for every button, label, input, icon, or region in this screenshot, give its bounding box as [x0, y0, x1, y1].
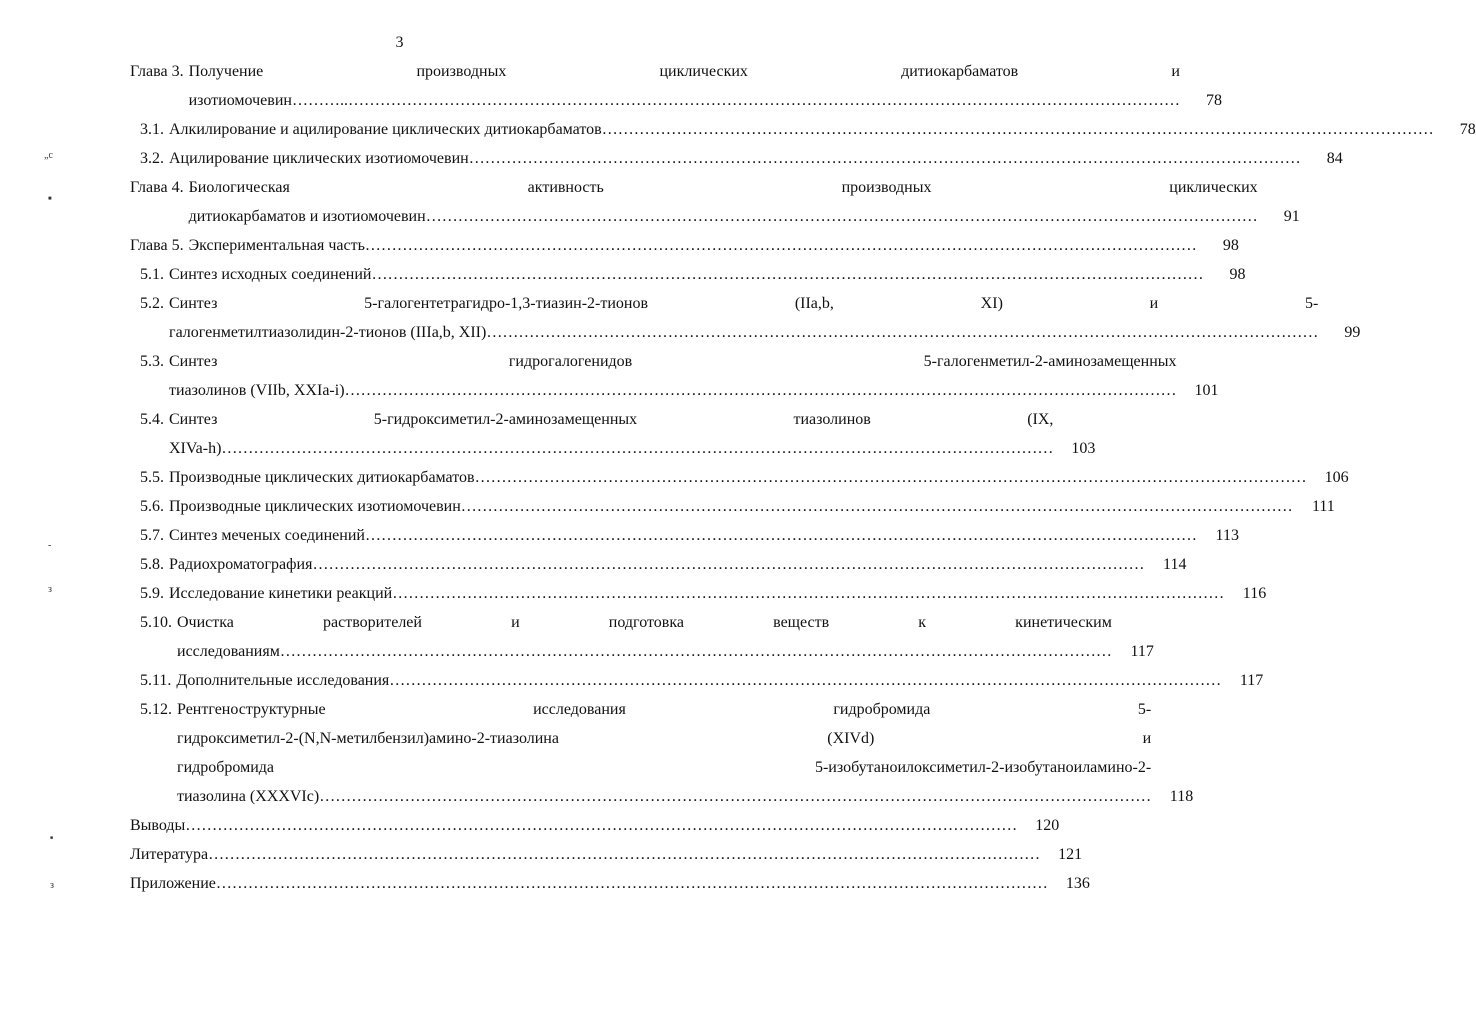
- toc-entry: [130, 62, 1222, 111]
- toc-entry-page: 114: [1163, 556, 1187, 573]
- toc-entry-number: 5.7.: [140, 527, 164, 544]
- toc-entry-page: 116: [1242, 585, 1267, 602]
- dot-leader: [371, 265, 1203, 285]
- toc-entry-line: гидробромида 5-изобутаноилоксиметил-2-изобутаноиламино-2-: [177, 759, 1152, 776]
- toc-entry-number: 5.11.: [140, 672, 172, 689]
- toc-entry: [140, 149, 1343, 169]
- toc-entry: [130, 816, 1060, 836]
- toc-entry: [140, 468, 1349, 488]
- toc-entry-title: Выводы: [130, 817, 186, 834]
- toc-entry-title: изотиомочевин………..: [188, 92, 348, 109]
- toc-entry: [140, 497, 1335, 517]
- toc-entry-number: 3.1.: [140, 121, 164, 138]
- toc-entry-line: Получение производных циклических дитиокарбаматов и: [188, 63, 1180, 80]
- dot-leader: [280, 642, 1112, 662]
- dot-leader: [345, 381, 1177, 401]
- dot-leader: [461, 497, 1293, 517]
- toc-entry: [140, 584, 1267, 604]
- toc-entry-title: тиазолинов (VIIb, XXIa-i): [169, 382, 345, 399]
- toc-entry-line: гидроксиметил-2-(N,N-метилбензил)амино-2-тиазолина (XIVd) и: [177, 730, 1152, 747]
- toc-entry-line: Рентгеноструктурные исследования гидробромида 5-: [177, 701, 1152, 718]
- toc-entry-title: Синтез исходных соединений: [169, 266, 372, 283]
- toc-entry: [140, 555, 1187, 575]
- toc-entry-number: Глава 4.: [130, 179, 184, 196]
- toc-entry-page: 99: [1344, 324, 1361, 341]
- toc-entry-title: галогенметилтиазолидин-2-тионов (IIIa,b, XII): [169, 324, 487, 341]
- toc-entry-page: 78: [1205, 92, 1222, 109]
- dot-leader: [469, 149, 1301, 169]
- dot-leader: [389, 671, 1221, 691]
- table-of-contents: [0, 62, 1476, 903]
- toc-entry-number: 5.9.: [140, 585, 164, 602]
- toc-entry-page: 121: [1058, 846, 1083, 863]
- toc-entry-number: 5.12.: [140, 701, 172, 718]
- toc-entry: [140, 352, 1219, 401]
- toc-entry-number: 5.8.: [140, 556, 164, 573]
- toc-entry-line: Синтез гидрогалогенидов 5-галогенметил-2-аминозамещенных: [169, 353, 1177, 370]
- toc-entry-title: Производные циклических дитиокарбаматов: [169, 469, 475, 486]
- toc-entry-number: 5.5.: [140, 469, 164, 486]
- dot-leader: [208, 845, 1040, 865]
- margin-mark: „с: [44, 150, 53, 161]
- toc-entry: [140, 265, 1246, 285]
- toc-entry-title: XIVa-h): [169, 440, 222, 457]
- margin-mark: з: [50, 880, 54, 891]
- dot-leader: [392, 584, 1224, 604]
- toc-entry-number: 5.1.: [140, 266, 164, 283]
- dot-leader: [475, 468, 1307, 488]
- toc-entry-page: 111: [1311, 498, 1335, 515]
- toc-entry-title: Ацилирование циклических изотиомочевин: [169, 150, 469, 167]
- toc-entry-number: Глава 5.: [130, 237, 184, 254]
- toc-entry-line: Очистка растворителей и подготовка веществ к кинетическим: [177, 614, 1112, 631]
- toc-entry-title: дитиокарбаматов и изотиомочевин: [188, 208, 426, 225]
- toc-entry-page: 113: [1215, 527, 1239, 544]
- toc-entry-page: 98: [1222, 237, 1239, 254]
- toc-entry: [140, 671, 1264, 691]
- dot-leader: [221, 439, 1053, 459]
- toc-entry-title: Приложение: [130, 875, 216, 892]
- margin-mark: -: [48, 540, 52, 551]
- margin-mark: ■: [48, 196, 52, 202]
- toc-entry-title: Производные циклических изотиомочевин: [169, 498, 461, 515]
- dot-leader: [216, 874, 1048, 894]
- toc-entry-page: 78: [1459, 121, 1476, 138]
- dot-leader: [365, 526, 1197, 546]
- dot-leader: [185, 816, 1017, 836]
- toc-entry-number: 5.4.: [140, 411, 164, 428]
- toc-entry: [130, 178, 1300, 227]
- toc-entry-page: 101: [1194, 382, 1219, 399]
- toc-entry-number: 5.2.: [140, 295, 164, 312]
- toc-entry-line: Синтез 5-галогентетрагидро-1,3-тиазин-2-тионов (IIa,b, XI) и 5-: [169, 295, 1319, 312]
- toc-entry-page: 120: [1035, 817, 1060, 834]
- toc-entry-page: 103: [1071, 440, 1096, 457]
- toc-entry: [130, 874, 1090, 894]
- dot-leader: [486, 323, 1318, 343]
- toc-entry-title: Радиохроматография: [169, 556, 313, 573]
- toc-entry-title: Дополнительные исследования: [176, 672, 390, 689]
- toc-entry-line: Биологическая активность производных циклических: [188, 179, 1258, 196]
- toc-entry-title: Литература: [130, 846, 209, 863]
- toc-entry-title: Алкилирование и ацилирование циклических дитиокарбаматов: [169, 121, 602, 138]
- dot-leader: [365, 236, 1197, 256]
- dot-leader: [312, 555, 1144, 575]
- toc-entry-title: Экспериментальная часть: [188, 237, 365, 254]
- toc-entry-page: 136: [1065, 875, 1090, 892]
- margin-mark: з: [48, 584, 52, 595]
- toc-entry: [130, 845, 1083, 865]
- toc-entry-page: 98: [1229, 266, 1246, 283]
- dot-leader: [348, 91, 1180, 111]
- toc-entry-page: 118: [1169, 788, 1194, 805]
- toc-entry-title: Исследование кинетики реакций: [169, 585, 393, 602]
- dot-leader: [602, 120, 1434, 140]
- page-number: 3: [395, 34, 404, 51]
- toc-entry-page: 117: [1130, 643, 1154, 660]
- toc-entry-number: 5.3.: [140, 353, 164, 370]
- toc-entry-number: 3.2.: [140, 150, 164, 167]
- toc-entry: [140, 700, 1194, 807]
- toc-entry-page: 91: [1283, 208, 1300, 225]
- toc-entry-number: Глава 3.: [130, 63, 184, 80]
- margin-mark: ■: [50, 836, 54, 841]
- toc-entry-title: тиазолина (XXXVIc): [177, 788, 320, 805]
- toc-entry-title: исследованиям: [177, 643, 280, 660]
- toc-entry-line: Синтез 5-гидроксиметил-2-аминозамещенных тиазолинов (IX,: [169, 411, 1054, 428]
- toc-entry: [140, 526, 1239, 546]
- toc-entry-title: Синтез меченых соединений: [169, 527, 365, 544]
- toc-entry: [140, 294, 1361, 343]
- toc-entry: [130, 236, 1239, 256]
- toc-entry: [140, 120, 1476, 140]
- toc-entry-page: 84: [1326, 150, 1343, 167]
- dot-leader: [426, 207, 1258, 227]
- dot-leader: [319, 787, 1151, 807]
- toc-entry-number: 5.10.: [140, 614, 172, 631]
- toc-entry-number: 5.6.: [140, 498, 164, 515]
- toc-entry-page: 117: [1239, 672, 1264, 689]
- toc-entry: [140, 410, 1096, 459]
- toc-entry: [140, 613, 1154, 662]
- toc-entry-page: 106: [1324, 469, 1349, 486]
